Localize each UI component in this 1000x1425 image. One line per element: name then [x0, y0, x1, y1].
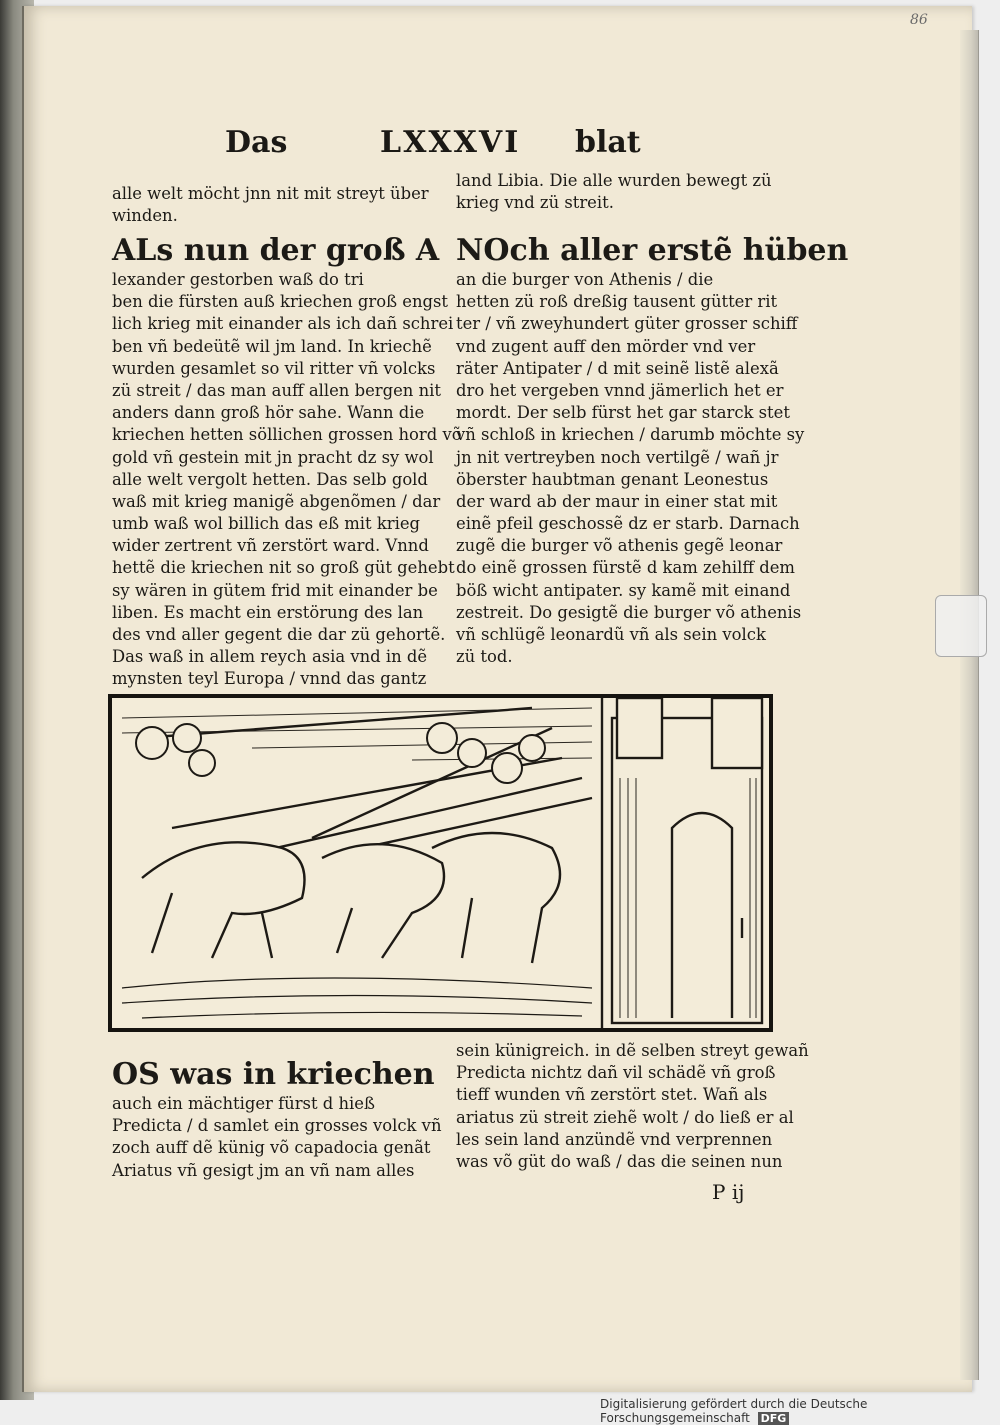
chapter-initial-line: NOch aller erstẽ hüben — [456, 233, 849, 268]
text-line: gold vñ gestein mit jn pracht dz sy wol — [112, 447, 434, 467]
horses — [142, 833, 560, 963]
column-right-bottom — [456, 1040, 809, 1173]
text-line: auch ein mächtiger fürst d hieß — [112, 1094, 375, 1113]
text-line: sy wären in gütem frid mit einander be — [112, 580, 438, 600]
text-line: tieff wunden vñ zerstört stet. Wañ als — [456, 1085, 768, 1105]
text-line: Ariatus vñ gesigt jm an vñ nam alles — [112, 1160, 415, 1180]
page-edge — [960, 30, 979, 1380]
text-line: einẽ pfeil geschossẽ dz er starb. Darnach — [456, 514, 800, 534]
text-line: lich krieg mit einander als ich dañ schrei — [112, 314, 454, 334]
ground-hatching — [122, 978, 592, 1018]
text-line: ter / vñ zweyhundert güter grosser schiff — [456, 314, 798, 334]
header-folio-number: LXXXVI — [380, 125, 521, 160]
text-line: vñ schlügẽ leonardũ vñ als sein volck — [456, 625, 766, 644]
text-line: hetten zü roß dreßig tausent gütter rit — [456, 292, 778, 312]
text-line: ben vñ bedeütẽ wil jm land. In kriechẽ — [112, 336, 432, 356]
soldiers — [136, 723, 545, 783]
chapter-initial-line: OS was in kriechen — [112, 1057, 435, 1092]
text-line: mynsten teyl Europa / vnnd das gantz — [112, 669, 427, 689]
text-line: hettẽ die kriechen nit so groß güt gehebt — [112, 558, 455, 578]
text-line: an die burger von Athenis / die — [456, 270, 714, 289]
signature-mark: P ij — [712, 1180, 745, 1204]
column-left-bottom — [112, 1057, 442, 1182]
header-right: blat — [575, 125, 641, 160]
text-line: zugẽ die burger võ athenis gegẽ leonar — [456, 536, 783, 556]
text-line: kriechen hetten söllichen grossen hord võ — [112, 425, 462, 445]
text-line: wurden gesamlet so vil ritter vñ volcks — [112, 358, 436, 378]
text-line: zü tod. — [456, 647, 513, 667]
column-left-main — [112, 233, 462, 691]
text-line: alle welt vergolt hetten. Das selb gold — [112, 469, 428, 489]
text-line: land Libia. Die alle wurden bewegt zü — [456, 171, 772, 190]
text-line: Das waß in allem reych asia vnd in dẽ — [112, 647, 428, 667]
text-line: dro het vergeben vnnd jämerlich het er — [456, 380, 784, 400]
text-line: krieg vnd zü streit. — [456, 193, 614, 213]
text-line: liben. Es macht ein erstörung des lan — [112, 602, 424, 622]
text-line: waß mit krieg manigẽ abgenõmen / dar — [112, 491, 441, 511]
text-line: Predicta nichtz dañ vil schädẽ vñ groß — [456, 1063, 776, 1083]
text-line: do einẽ grossen fürstẽ d kam zehilff dem — [456, 558, 795, 578]
header-left: Das — [225, 125, 288, 160]
text-line: anders dann groß hör sahe. Wann die — [112, 403, 425, 423]
text-line: zoch auff dẽ künig võ capadocia genãt — [112, 1138, 431, 1158]
text-line: winden. — [112, 206, 178, 226]
castle-tower — [602, 698, 762, 1028]
text-line: was võ güt do waß / das die seinen nun — [456, 1151, 783, 1171]
running-header — [225, 125, 645, 175]
text-line: alle welt möcht jnn nit mit streyt über — [112, 184, 429, 203]
text-line: vnd zugent auff den mörder vnd ver — [456, 336, 756, 356]
lances — [142, 708, 592, 858]
column-left-top — [112, 183, 429, 227]
text-line: zü streit / das man auff allen bergen nit — [112, 380, 441, 400]
woodcut-illustration — [108, 694, 773, 1032]
battle-woodcut — [112, 698, 769, 1028]
text-line: der ward ab der maur in einer stat mit — [456, 491, 778, 511]
text-line: zestreit. Do gesigtẽ die burger võ athenis — [456, 602, 802, 622]
pencil-folio-number: 86 — [910, 12, 928, 28]
text-line: umb waß wol billich das eß mit krieg — [112, 514, 421, 534]
text-line: les sein land anzündẽ vnd verprennen — [456, 1129, 773, 1149]
credit-text: Digitalisierung gefördert durch die Deutsche Forschungsgemeinschaft — [600, 1397, 868, 1425]
text-line: böß wicht antipater. sy kamẽ mit einand — [456, 580, 791, 600]
dfg-logo: DFG — [758, 1412, 790, 1425]
chapter-initial-line: ALs nun der groß A — [112, 233, 440, 268]
scan-strip — [935, 595, 987, 657]
text-line: lexander gestorben waß do tri — [112, 270, 364, 289]
text-line: sein künigreich. in dẽ selben streyt gewañ — [456, 1041, 809, 1060]
text-line: öberster haubtman genant Leonestus — [456, 469, 769, 489]
text-line: des vnd aller gegent die dar zü gehortẽ. — [112, 625, 446, 644]
text-line: Predicta / d samlet ein grosses volck vñ — [112, 1116, 442, 1136]
text-line: mordt. Der selb fürst het gar starck stet — [456, 403, 790, 423]
text-line: räter Antipater / d mit seinẽ listẽ alexã — [456, 358, 779, 378]
column-right-top — [456, 170, 772, 214]
text-line: wider zertrent vñ zerstört ward. Vnnd — [112, 536, 429, 556]
text-line: jn nit vertreyben noch vertilgẽ / wañ jr — [456, 447, 779, 467]
text-line: ben die fürsten auß kriechen groß engst — [112, 292, 449, 312]
digitization-credit — [600, 1397, 1000, 1425]
text-line: ariatus zü streit ziehẽ wolt / do ließ er al — [456, 1107, 794, 1127]
column-right-main — [456, 233, 848, 668]
text-line: vñ schloß in kriechen / darumb möchte sy — [456, 425, 805, 445]
